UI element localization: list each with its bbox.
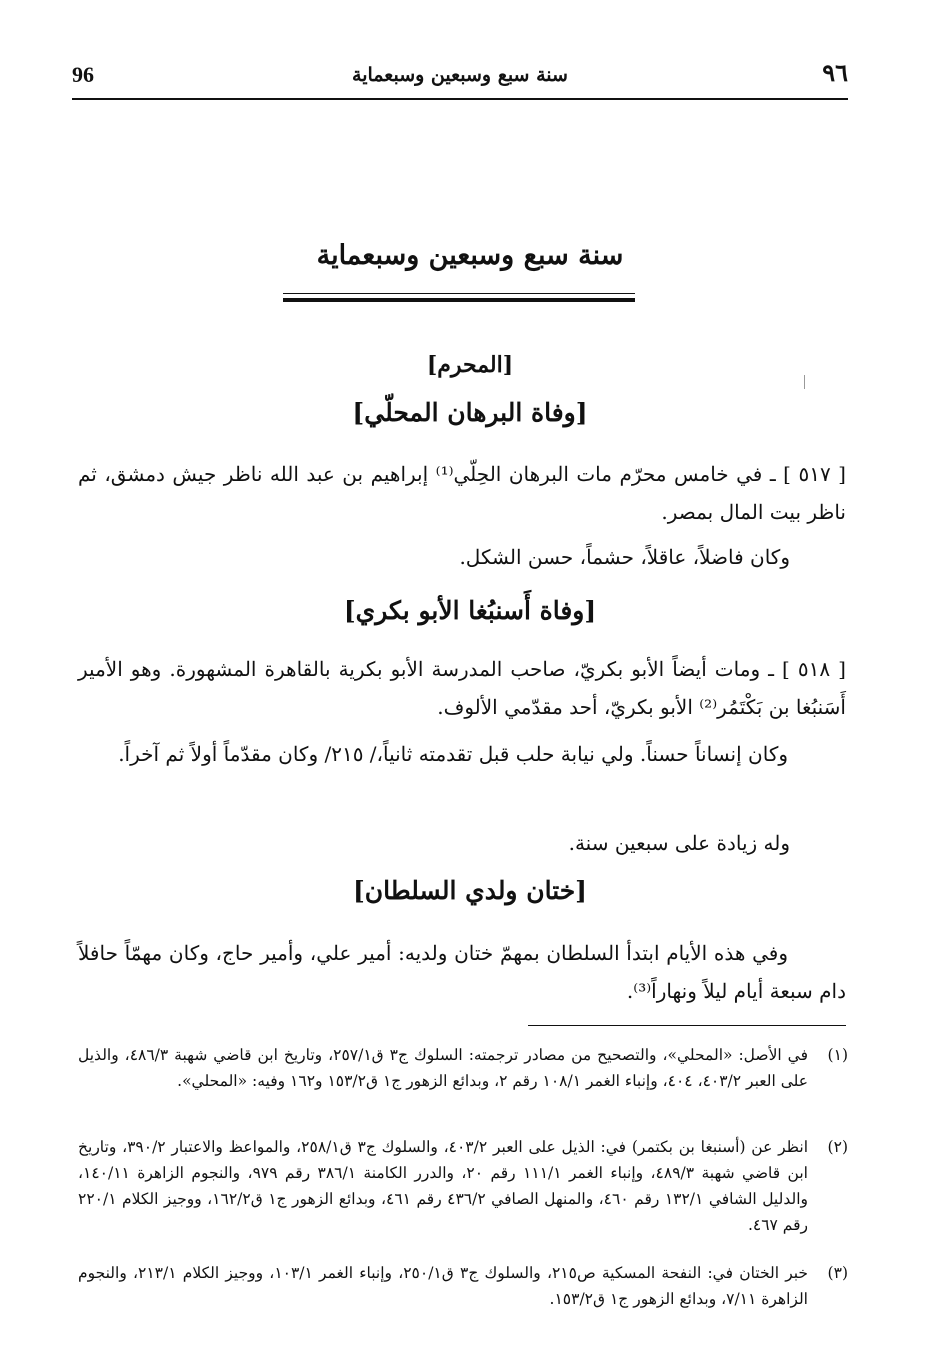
section-heading-3: [ختان ولدي السلطان] <box>352 876 588 905</box>
section-heading-1: [وفاة البرهان المحلّي] <box>352 398 588 427</box>
title-rule-thin <box>283 293 635 294</box>
footnote-1 <box>78 1042 848 1094</box>
footnote-separator <box>528 1025 846 1026</box>
paragraph-518-age: وله زيادة على سبعين سنة. <box>568 831 790 855</box>
footnote-number: (٢) <box>827 1138 848 1156</box>
running-head <box>72 58 848 100</box>
paragraph-text: وكان إنساناً حسناً. ولي نيابة حلب قبل تقدمته ثانياً،/ ٢١٥/ وكان مقدّماً أولاً ثم آخراً. <box>118 742 788 766</box>
footnote-text: في الأصل: «المحلي»، والتصحيح من مصادر ترجمته: السلوك ج٣ ق٢٥٧/١، وتاريخ ابن قاضي شهبة ٤٨٦/٣، والذيل على العبر ٤٠٣/٢، ٤٠٤، وإنباء الغمر ١٠٨/١ رقم ٢، وبدائع الزهور ج١ ق١٥٣/٢ و١٦٢ وفيه: «المحلي». <box>78 1046 809 1090</box>
month-heading: [المحرم] <box>426 352 514 378</box>
paragraph-text: [ ٥١٧ ] ـ في خامس محرّم مات البرهان الحِلّي⁽¹⁾ إبراهيم بن عبد الله ناظر جيش دمشق، ثم ناظر بيت المال بمصر. <box>78 462 846 524</box>
paragraph-517-note: وكان فاضلاً، عاقلاً، حشماً، حسن الشكل. <box>459 545 790 569</box>
paragraph-518-note <box>78 735 846 773</box>
page-number-latin: 96 <box>72 62 94 87</box>
footnote-3 <box>78 1260 848 1312</box>
paragraph-khitan <box>78 934 846 1010</box>
chapter-title: سنة سبع وسبعين وسبعماية <box>316 240 624 271</box>
paragraph-517 <box>78 455 846 531</box>
paragraph-518: [ ٥١٨ ] ـ ومات أيضاً الأبو بكريّ، صاحب المدرسة الأبو بكرية بالقاهرة المشهورة. وهو الأمير أَسَنبُغا بن بَكْتَمُر⁽²⁾ الأبو بكريّ، أحد مقدّمي الألوف. <box>78 657 846 719</box>
footnote-text: خبر الختان في: النفحة المسكية ص٢١٥، والسلوك ج٣ ق٢٥٠/١، وإنباء الغمر ١٠٣/١، ووجيز الكلام ٢١٣/١، والنجوم الزاهرة ٧/١١، وبدائع الزهور ج١ ق١٥٣/٢. <box>78 1264 809 1308</box>
footnote-text: انظر عن (أسنبغا بن بكتمر) في: الذيل على العبر ٤٠٣/٢، والسلوك ج٣ ق٢٥٨/١، والمواعظ والاعتبار ٣٩٠/٢، وتاريخ ابن قاضي شهبة ٤٨٩/٣، وإنباء الغمر ١١١/١ رقم ٢٠، والدرر الكامنة ٣٨٦/١ رقم ٩٧٩، والنجوم الزاهرة ١٤٠/١١، والدليل الشافي ١٣٢/١ رقم ٤٦٠، والمنهل الصافي ٤٣٦/٢ رقم ٤٦١، وبدائع الزهور ج١ ق١٦٢/٢، ووجيز الكلام ٢٢٠/١ رقم ٤٦٧. <box>78 1138 809 1234</box>
footnote-2 <box>78 1134 848 1238</box>
page-number-arabic: ٩٦ <box>822 58 848 87</box>
title-rule-thick <box>283 298 635 302</box>
running-head-title: سنة سبع وسبعين وسبعماية <box>352 64 568 86</box>
footnote-number: (٣) <box>827 1264 848 1282</box>
footnote-number: (١) <box>827 1046 848 1064</box>
section-heading-2: [وفاة أَسنبُغا الأبو بكري] <box>343 596 597 625</box>
paragraph-text: وفي هذه الأيام ابتدأ السلطان بمهمّ ختان ولديه: أمير علي، وأمير حاج، وكان مهمّاً حافلاً دام سبعة أيام ليلاً ونهاراً⁽³⁾. <box>78 941 846 1003</box>
